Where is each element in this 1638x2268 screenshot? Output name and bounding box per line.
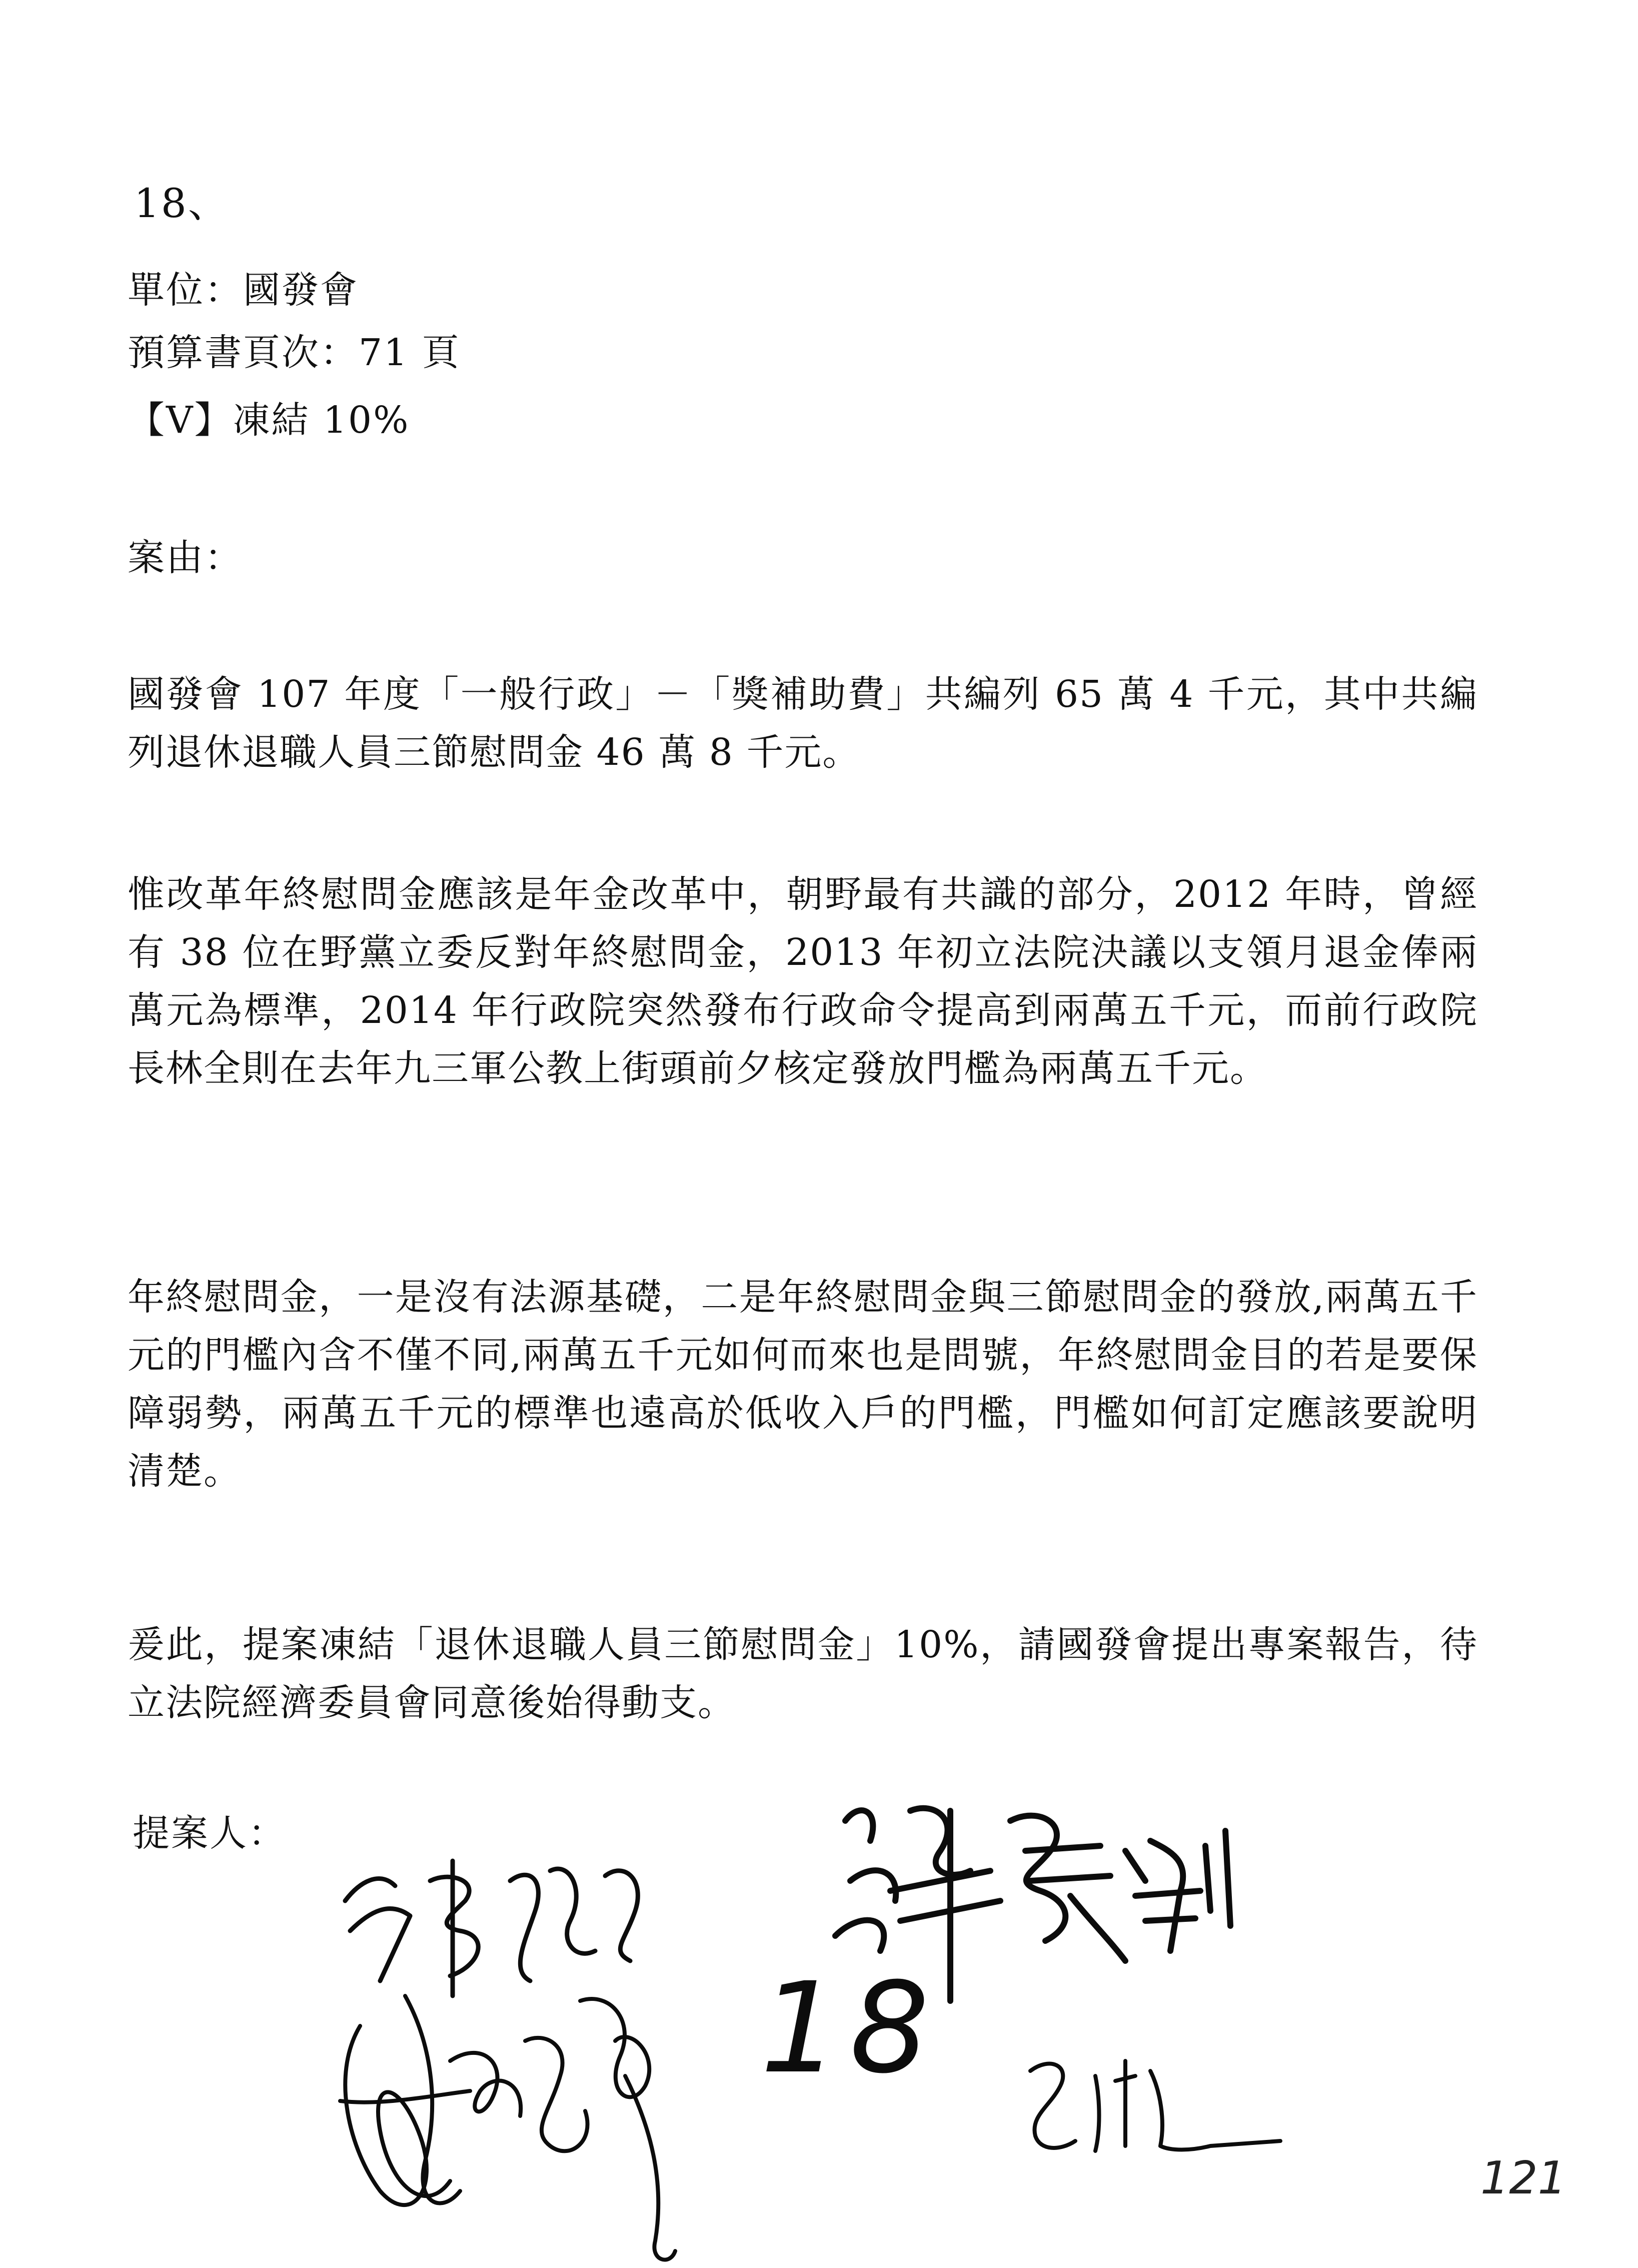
handwritten-number: 18 [760,1955,940,2101]
proposer-label: 提案人： [133,1812,287,1855]
page-number: 121 [1480,2152,1566,2204]
paragraph-issues: 年終慰問金，一是沒有法源基礎，二是年終慰問金與三節慰問金的發放,兩萬五千元的門檻內含不僅不同,兩萬五千元如何而來也是問號，年終慰問金目的若是要保障弱勢，兩萬五千元的標準也遠高於低收入戶的門檻，門檻如何訂定應該要說明清楚。 [128,1276,1478,1493]
paragraph-history: 惟改革年終慰問金應該是年金改革中，朝野最有共識的部分，2012 年時，曾經有 38 位在野黨立委反對年終慰問金，2013 年初立法院決議以支領月退金俸兩萬元為標準，2014 年行政院突然發布行政命令提高到兩萬五千元，而前行政院長林全則在去年九三軍公教上街頭前夕核定發放門檻為兩萬五千元。 [128,873,1478,1090]
signature-4 [1030,2061,1280,2151]
unit-line: 單位：國發會 [128,269,359,312]
case-heading: 案由： [128,536,243,579]
paragraph-budget: 國發會 107 年度「一般行政」－「獎補助費」共編列 65 萬 4 千元，其中共編列退休退職人員三節慰問金 46 萬 8 千元。 [128,673,1478,774]
item-number: 18、 [134,180,230,227]
signature-2 [340,1996,675,2259]
signature-1 [345,1861,638,1996]
budget-page-reference: 預算書頁次：71 頁 [128,331,461,374]
paragraph-proposal: 爰此，提案凍結「退休退職人員三節慰問金」10%，請國發會提出專案報告，待立法院經濟委員會同意後始得動支。 [128,1623,1478,1724]
freeze-option: 【V】凍結 10% [128,399,410,442]
